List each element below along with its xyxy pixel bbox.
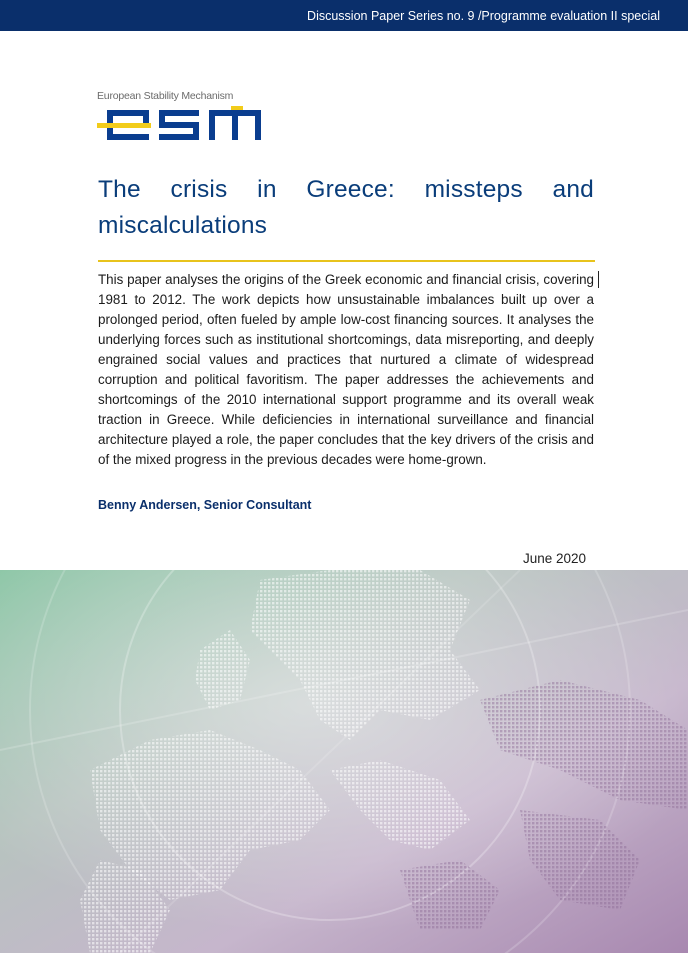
paper-author: Benny Andersen, Senior Consultant [98,498,312,512]
publication-date: June 2020 [523,551,587,566]
series-label: Discussion Paper Series no. 9 /Programme evaluation II special [307,8,660,23]
paper-abstract: This paper analyses the origins of the Greek economic and financial crisis, covering 1981 to 2012. The work depicts how unsustainable imbalances built up over a prolonged period, often fueled by ample low-cost financing sources. It analyses the underlying forces such as institutional shortcomings, data misreporting, and deeply engrained social values and practices that nurtured a climate of widespread corruption and political favoritism. The paper addresses the achievements and shortcomings of the 2010 international support programme and its overall weak traction in Greece. While deficiencies in international surveillance and financial architecture played a role, the paper concludes that the key drivers of the crisis and of the mixed progress in the previous decades were home-grown. [98,272,594,467]
cover-map-artwork [0,570,688,953]
series-header-bar [0,0,688,31]
esm-logo [97,90,267,146]
text-cursor [598,271,599,288]
europe-map-illustration [0,570,688,953]
title-divider [98,260,595,262]
esm-wordmark-logo [97,106,267,146]
paper-title: The crisis in Greece: missteps and miscalculations [98,176,594,239]
logo-org-name: European Stability Mechanism [97,90,234,102]
